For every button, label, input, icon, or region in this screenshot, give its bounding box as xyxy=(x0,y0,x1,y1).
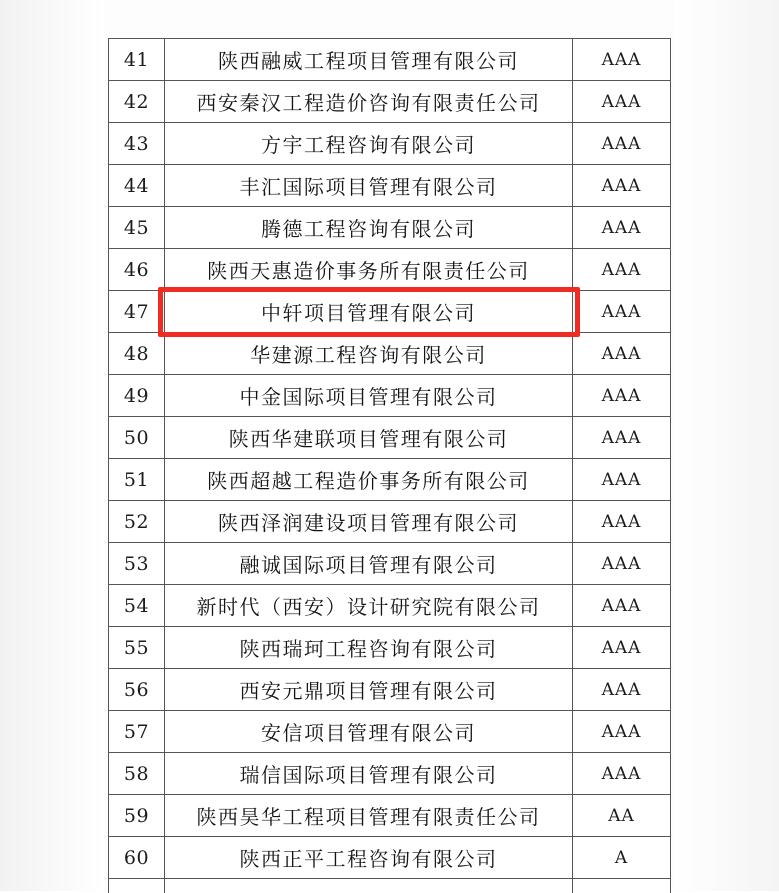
company-name: 陕西超越工程造价事务所有限公司 xyxy=(165,459,573,501)
table-row xyxy=(109,795,671,837)
credit-grade: AAA xyxy=(573,291,671,333)
credit-grade: AAA xyxy=(573,165,671,207)
table-row-highlighted xyxy=(109,291,671,333)
credit-grade: AAA xyxy=(573,543,671,585)
table-row xyxy=(109,165,671,207)
table-body xyxy=(109,39,671,893)
company-name: 陕西昊华工程项目管理有限责任公司 xyxy=(165,795,573,837)
row-number: 60 xyxy=(109,837,165,879)
credit-grade: AAA xyxy=(573,753,671,795)
row-number: 47 xyxy=(109,291,165,333)
table-row xyxy=(109,837,671,879)
row-number: 54 xyxy=(109,585,165,627)
table-row xyxy=(109,753,671,795)
row-number: 56 xyxy=(109,669,165,711)
credit-grade: AAA xyxy=(573,585,671,627)
company-name: 西安元鼎项目管理有限公司 xyxy=(165,669,573,711)
table-row xyxy=(109,417,671,459)
row-number: 41 xyxy=(109,39,165,81)
table-row xyxy=(109,39,671,81)
credit-grade: AAA xyxy=(573,501,671,543)
row-number: 46 xyxy=(109,249,165,291)
row-number: 52 xyxy=(109,501,165,543)
table-row xyxy=(109,711,671,753)
credit-grade: AAA xyxy=(573,375,671,417)
table-row xyxy=(109,375,671,417)
company-name: 陕西泽润建设项目管理有限公司 xyxy=(165,501,573,543)
credit-grade: AAA xyxy=(573,417,671,459)
company-name: 融诚国际项目管理有限公司 xyxy=(165,543,573,585)
company-name: 瑞信国际项目管理有限公司 xyxy=(165,753,573,795)
row-number: 45 xyxy=(109,207,165,249)
company-name: 中金国际项目管理有限公司 xyxy=(165,375,573,417)
table-row xyxy=(109,81,671,123)
table-row xyxy=(109,207,671,249)
row-number: 42 xyxy=(109,81,165,123)
credit-grade: AAA xyxy=(573,123,671,165)
company-name: 新时代（西安）设计研究院有限公司 xyxy=(165,585,573,627)
row-number: 49 xyxy=(109,375,165,417)
company-name: 中轩项目管理有限公司 xyxy=(165,291,573,333)
company-name: 华建源工程咨询有限公司 xyxy=(165,333,573,375)
credit-grade: AAA xyxy=(573,81,671,123)
credit-grade: AAA xyxy=(573,669,671,711)
credit-grade: AA xyxy=(573,795,671,837)
credit-grade: AAA xyxy=(573,39,671,81)
credit-grade: AAA xyxy=(573,627,671,669)
row-number: 59 xyxy=(109,795,165,837)
table-row xyxy=(109,543,671,585)
company-name: 陕西天惠造价事务所有限责任公司 xyxy=(165,249,573,291)
page-right-margin xyxy=(675,0,779,891)
row-number: 44 xyxy=(109,165,165,207)
table-row xyxy=(109,333,671,375)
table-row xyxy=(109,249,671,291)
table-row xyxy=(109,669,671,711)
table-row xyxy=(109,123,671,165)
company-name: 方宇工程咨询有限公司 xyxy=(165,123,573,165)
row-number: 48 xyxy=(109,333,165,375)
company-name: 陕西华建联项目管理有限公司 xyxy=(165,417,573,459)
row-number: 58 xyxy=(109,753,165,795)
credit-grade: AAA xyxy=(573,207,671,249)
row-number: 43 xyxy=(109,123,165,165)
credit-grade: AAA xyxy=(573,249,671,291)
table-row xyxy=(109,501,671,543)
table-row xyxy=(109,585,671,627)
table-row xyxy=(109,459,671,501)
row-number: 53 xyxy=(109,543,165,585)
company-name: 腾德工程咨询有限公司 xyxy=(165,207,573,249)
credit-rating-table xyxy=(108,38,671,893)
row-number: 50 xyxy=(109,417,165,459)
row-number: 55 xyxy=(109,627,165,669)
table-row xyxy=(109,627,671,669)
page-left-margin xyxy=(0,0,104,891)
row-number: 57 xyxy=(109,711,165,753)
company-name: 陕西融威工程项目管理有限公司 xyxy=(165,39,573,81)
credit-grade: AAA xyxy=(573,711,671,753)
credit-grade: AAA xyxy=(573,459,671,501)
credit-grade: AAA xyxy=(573,333,671,375)
company-name: 陕西正平工程咨询有限公司 xyxy=(165,837,573,879)
row-number: 51 xyxy=(109,459,165,501)
credit-grade: A xyxy=(573,837,671,879)
company-name: 丰汇国际项目管理有限公司 xyxy=(165,165,573,207)
company-name: 陕西瑞珂工程咨询有限公司 xyxy=(165,627,573,669)
company-name: 西安秦汉工程造价咨询有限责任公司 xyxy=(165,81,573,123)
company-name: 安信项目管理有限公司 xyxy=(165,711,573,753)
